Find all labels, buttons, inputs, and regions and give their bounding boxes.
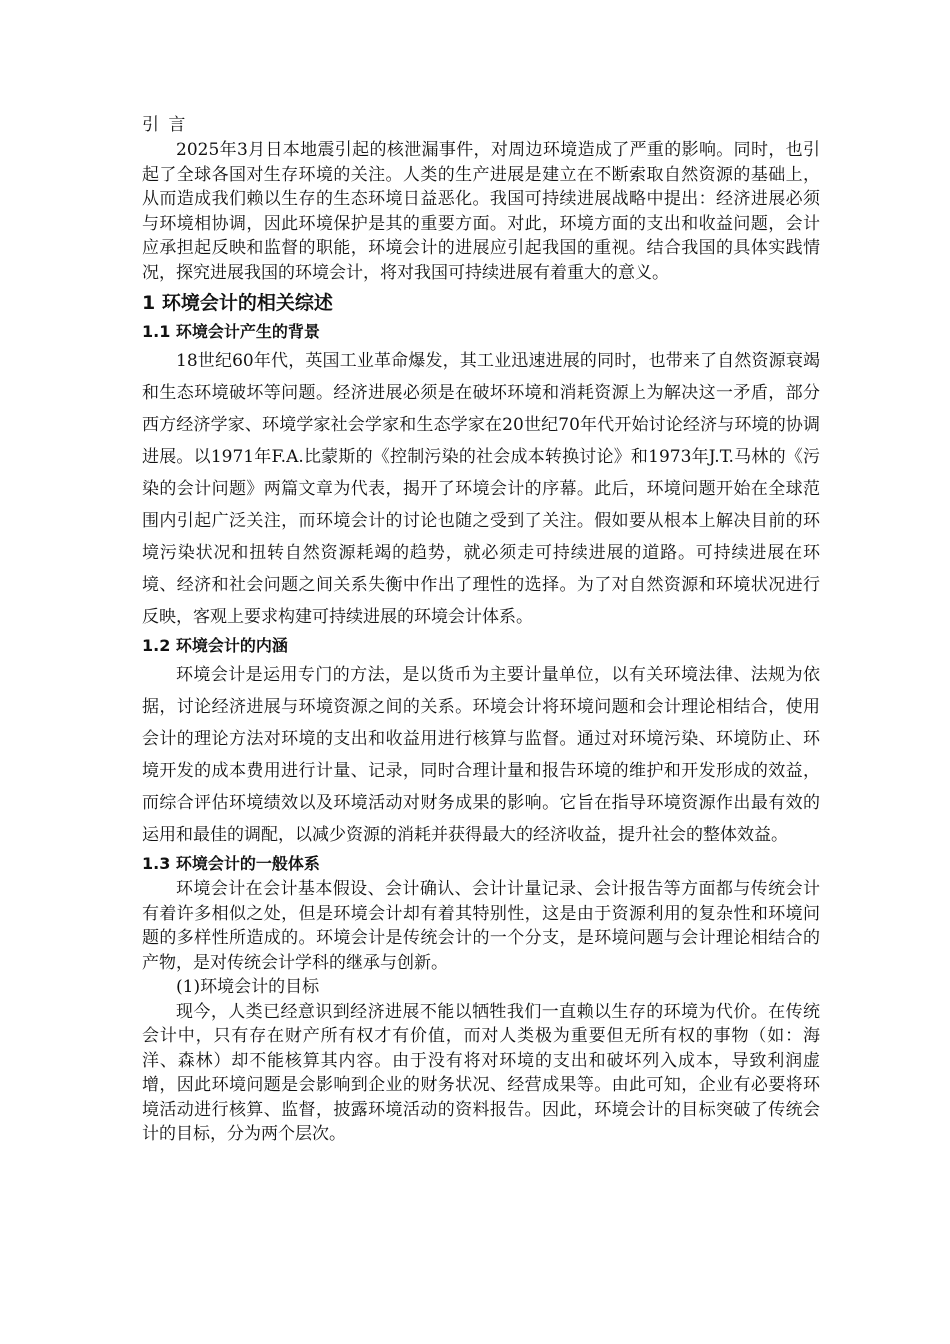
intro-paragraph: 2025年3月日本地震引起的核泄漏事件，对周边环境造成了严重的影响。同时，也引起了全球各国对生存环境的关注。人类的生产进展是建立在不断索取自然资源的基础上，从而造成我们赖以生存的生态环境日益恶化。我国可持续进展战略中提出：经济进展必须与环境相协调，因此环境保护是其的重要方面。对此，环境方面的支出和收益问题，会计应承担起反映和监督的职能，环境会计的进展应引起我国的重视。结合我国的具体实践情况，探究进展我国的环境会计，将对我国可持续进展有着重大的意义。: [142, 140, 820, 283]
intro-heading: 引 言: [142, 115, 188, 135]
document-page: [142, 112, 820, 1147]
section-1-2-title: 1.2 环境会计的内涵: [142, 636, 288, 655]
section-1-2-paragraph: 环境会计是运用专门的方法，是以货币为主要计量单位，以有关环境法律、法规为依据，讨论经济进展与环境资源之间的关系。环境会计将环境问题和会计理论相结合，使用会计的理论方法对环境的支出和收益用进行核算与监督。通过对环境污染、环境防止、环境开发的成本费用进行计量、记录，同时合理计量和报告环境的维护和开发形成的效益，而综合评估环境绩效以及环境活动对财务成果的影响。它旨在指导环境资源作出最有效的运用和最佳的调配，以减少资源的消耗并获得最大的经济收益，提升社会的整体效益。: [142, 665, 820, 845]
subsection-goal-paragraph: 现今，人类已经意识到经济进展不能以牺牲我们一直赖以生存的环境为代价。在传统会计中，只有存在财产所有权才有价值，而对人类极为重要但无所有权的事物（如：海洋、森林）却不能核算其内容。由于没有将对环境的支出和破坏列入成本，导致利润虚增，因此环境问题是会影响到企业的财务状况、经营成果等。由此可知，企业有必要将环境活动进行核算、监督，披露环境活动的资料报告。因此，环境会计的目标突破了传统会计的目标，分为两个层次。: [142, 1001, 820, 1144]
subsection-goal-title: (1)环境会计的目标: [176, 977, 320, 997]
section-1-3-paragraph: 环境会计在会计基本假设、会计确认、会计计量记录、会计报告等方面都与传统会计有着许多相似之处，但是环境会计却有着其特别性，这是由于资源利用的复杂性和环境问题的多样性所造成的。环境会计是传统会计的一个分支，是环境问题与会计理论相结合的产物，是对传统会计学科的继承与创新。: [142, 879, 820, 973]
section-1-3-title: 1.3 环境会计的一般体系: [142, 854, 320, 873]
section-1-1-title: 1.1 环境会计产生的背景: [142, 322, 320, 341]
section-1-title: 1 环境会计的相关综述: [142, 292, 333, 314]
section-1-1-paragraph: 18世纪60年代，英国工业革命爆发，其工业迅速进展的同时，也带来了自然资源衰竭和生态环境破坏等问题。经济进展必须是在破坏环境和消耗资源上为解决这一矛盾，部分西方经济学家、环境学家社会学家和生态学家在20世纪70年代开始讨论经济与环境的协调进展。以1971年F.A.比蒙斯的《控制污染的社会成本转换讨论》和1973年J.T.马林的《污染的会计问题》两篇文章为代表，揭开了环境会计的序幕。此后，环境问题开始在全球范围内引起广泛关注，而环境会计的讨论也随之受到了关注。假如要从根本上解决目前的环境污染状况和扭转自然资源耗竭的趋势，就必须走可持续进展的道路。可持续进展在环境、经济和社会问题之间关系失衡中作出了理性的选择。为了对自然资源和环境状况进行反映，客观上要求构建可持续进展的环境会计体系。: [142, 351, 820, 627]
